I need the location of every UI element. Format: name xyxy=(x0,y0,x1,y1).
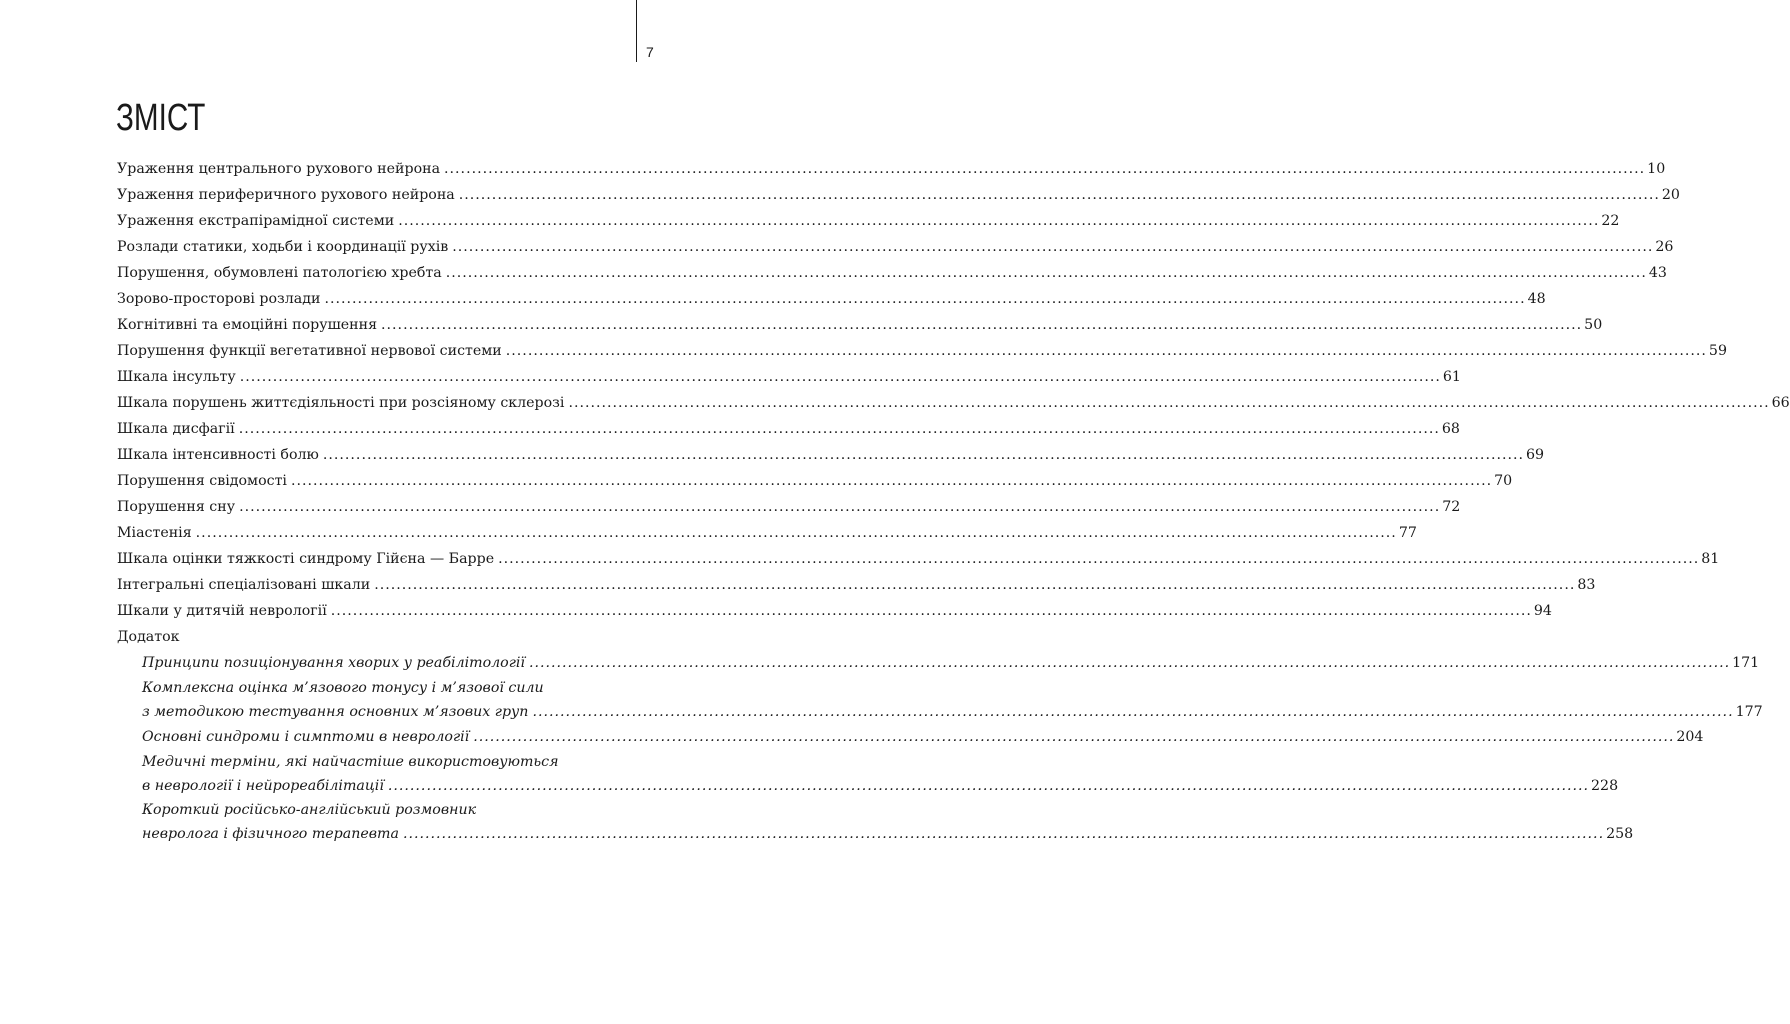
toc-entry-title: Міастенія xyxy=(117,525,192,541)
toc-entry-page: 20 xyxy=(1661,187,1680,203)
dot-leader xyxy=(381,312,1582,338)
toc-entry[interactable] xyxy=(117,390,1790,416)
toc-entry-title: Інтегральні спеціалізовані шкали xyxy=(117,577,371,593)
appendix-entry[interactable] xyxy=(142,650,1760,676)
toc-entry-title: Порушення, обумовлені патологією хребта xyxy=(117,265,442,281)
header-rule xyxy=(636,0,637,62)
toc-entry-page: 43 xyxy=(1648,265,1667,281)
page-number: 7 xyxy=(646,44,654,60)
toc-entry-title: Порушення сну xyxy=(117,499,236,515)
appendix-entry[interactable] xyxy=(142,798,1634,846)
dot-leader xyxy=(291,468,1492,494)
toc-entry-page: 94 xyxy=(1533,603,1552,619)
toc-entry[interactable] xyxy=(117,468,1513,494)
dot-leader xyxy=(331,598,1532,624)
toc-entry-page: 72 xyxy=(1442,499,1461,515)
toc-entry[interactable] xyxy=(117,286,1546,312)
toc-entry-page: 22 xyxy=(1601,213,1620,229)
toc-entry-page: 50 xyxy=(1584,317,1603,333)
toc-entry-title: Розлади статики, ходьби і координації рухів xyxy=(117,239,449,255)
toc-entry-title: Ураження периферичного рухового нейрона xyxy=(117,187,455,203)
dot-leader xyxy=(324,286,1525,312)
dot-leader xyxy=(498,546,1699,572)
toc-main-list xyxy=(117,156,1790,624)
toc-entry-title: Принципи позиціонування хворих у реабілітології xyxy=(142,655,525,671)
toc-entry-page: 83 xyxy=(1577,577,1596,593)
appendix-entry[interactable] xyxy=(142,676,1763,724)
toc-entry[interactable] xyxy=(117,572,1596,598)
appendix-entry-title-line1: Короткий російсько-англійський розмовник xyxy=(142,802,477,818)
dot-leader xyxy=(388,774,1589,798)
toc-entry-title: Шкала інсульту xyxy=(117,369,236,385)
appendix-entry-title-line1: Медичні терміни, які найчастіше використовуються xyxy=(142,754,559,770)
toc-entry-title: в неврології і нейрореабілітації xyxy=(142,778,384,794)
toc-entry[interactable] xyxy=(117,546,1720,572)
toc-entry[interactable] xyxy=(117,312,1603,338)
dot-leader xyxy=(444,156,1645,182)
dot-leader xyxy=(529,650,1730,676)
toc-entry[interactable] xyxy=(142,822,1634,846)
toc-entry-page: 81 xyxy=(1701,551,1720,567)
toc-entry-title: Порушення свідомості xyxy=(117,473,287,489)
toc-entry-title: невролога і фізичного терапевта xyxy=(142,826,399,842)
toc-entry[interactable] xyxy=(117,234,1674,260)
dot-leader xyxy=(239,416,1440,442)
toc-entry-title: Зорово-просторові розлади xyxy=(117,291,321,307)
toc-entry-page: 69 xyxy=(1526,447,1545,463)
toc-entry-page: 70 xyxy=(1494,473,1513,489)
dot-leader xyxy=(532,700,1733,724)
toc-entry[interactable] xyxy=(117,494,1461,520)
toc-entry[interactable] xyxy=(117,442,1545,468)
toc-entry-page: 66 xyxy=(1771,395,1790,411)
toc-entry[interactable] xyxy=(117,598,1552,624)
toc-entry-title: Ураження центрального рухового нейрона xyxy=(117,161,441,177)
dot-leader xyxy=(473,724,1674,750)
toc-entry-page: 10 xyxy=(1647,161,1666,177)
toc-entry-title: Шкала оцінки тяжкості синдрому Гійєна — Барре xyxy=(117,551,495,567)
dot-leader xyxy=(374,572,1575,598)
toc-entry[interactable] xyxy=(117,156,1666,182)
toc-entry[interactable] xyxy=(117,208,1620,234)
toc-entry-page: 68 xyxy=(1441,421,1460,437)
toc-entry-title: з методикою тестування основних м’язових груп xyxy=(142,704,529,720)
toc-title: ЗМІСТ xyxy=(116,97,206,139)
appendix-entry[interactable] xyxy=(142,750,1619,798)
toc-entry[interactable] xyxy=(117,416,1460,442)
appendix-entry[interactable] xyxy=(142,724,1704,750)
dot-leader xyxy=(506,338,1707,364)
appendix-entry-title-line1: Комплексна оцінка м’язового тонусу і м’язової сили xyxy=(142,680,544,696)
toc-entry-title: Шкали у дитячій неврології xyxy=(117,603,327,619)
table-of-contents xyxy=(117,156,1790,846)
toc-entry-title: Шкала порушень життєдіяльності при розсіяному склерозі xyxy=(117,395,565,411)
toc-entry-page: 177 xyxy=(1735,704,1763,720)
dot-leader xyxy=(323,442,1524,468)
toc-entry-page: 258 xyxy=(1606,826,1634,842)
toc-entry[interactable] xyxy=(117,260,1667,286)
appendix-heading: Додаток xyxy=(117,629,180,645)
dot-leader xyxy=(196,520,1397,546)
toc-entry[interactable] xyxy=(142,700,1763,724)
dot-leader xyxy=(568,390,1769,416)
toc-entry-page: 26 xyxy=(1655,239,1674,255)
toc-entry-title: Когнітивні та емоційні порушення xyxy=(117,317,378,333)
dot-leader xyxy=(239,494,1440,520)
toc-entry-page: 204 xyxy=(1676,729,1704,745)
toc-entry[interactable] xyxy=(117,520,1417,546)
toc-entry-title: Основні синдроми і симптоми в неврології xyxy=(142,729,470,745)
toc-entry-title: Ураження екстрапірамідної системи xyxy=(117,213,395,229)
toc-entry-page: 228 xyxy=(1591,778,1619,794)
toc-entry-title: Шкала інтенсивності болю xyxy=(117,447,319,463)
appendix-list xyxy=(117,650,1763,846)
toc-entry[interactable] xyxy=(117,182,1680,208)
toc-entry[interactable] xyxy=(142,724,1704,750)
dot-leader xyxy=(459,182,1660,208)
dot-leader xyxy=(452,234,1653,260)
toc-entry-page: 77 xyxy=(1398,525,1417,541)
toc-entry[interactable] xyxy=(142,774,1619,798)
toc-entry[interactable] xyxy=(117,338,1727,364)
toc-entry-page: 48 xyxy=(1527,291,1546,307)
dot-leader xyxy=(240,364,1441,390)
toc-entry[interactable] xyxy=(117,364,1461,390)
dot-leader xyxy=(403,822,1604,846)
toc-entry-title: Порушення функції вегетативної нервової системи xyxy=(117,343,502,359)
toc-entry-page: 59 xyxy=(1708,343,1727,359)
toc-entry-title: Шкала дисфагії xyxy=(117,421,235,437)
dot-leader xyxy=(398,208,1599,234)
toc-entry[interactable] xyxy=(142,650,1760,676)
toc-entry-page: 171 xyxy=(1732,655,1760,671)
dot-leader xyxy=(446,260,1647,286)
toc-entry-page: 61 xyxy=(1442,369,1461,385)
